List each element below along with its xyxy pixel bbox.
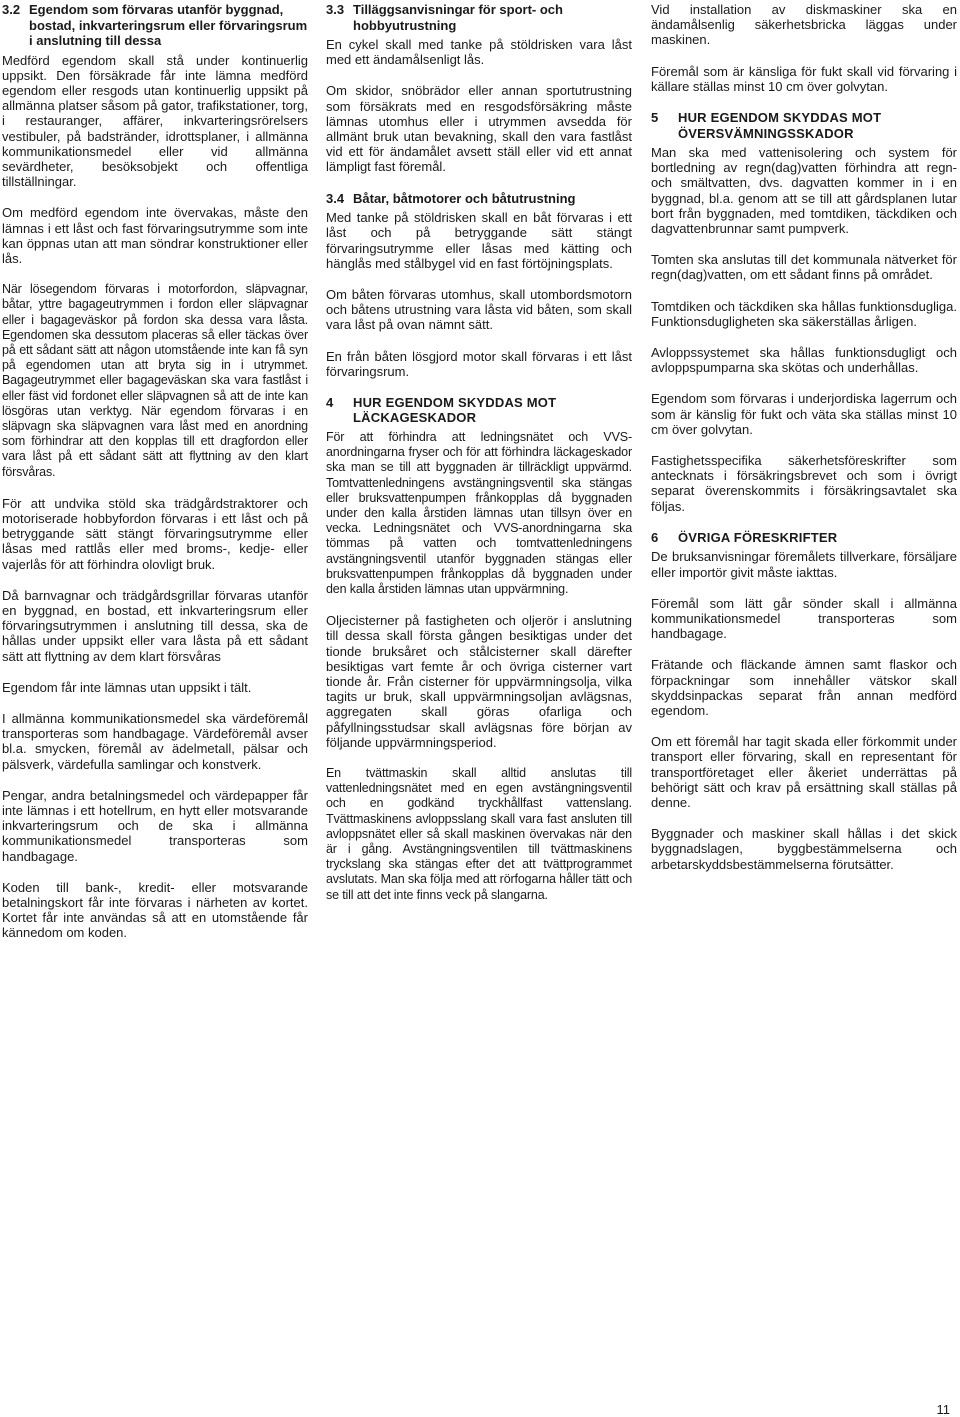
section-number: 5 xyxy=(651,110,659,126)
paragraph: Oljecisterner på fastigheten och oljerör i anslutning till dessa skall första gången besiktigas under det tionde bruksåret och stålcisterner skall därefter besiktigas vart femte år och övriga cisterner vart tionde år. Från cisterner för uppvärmningsolja, vilka tagits ur bruk, skall uppvärmningsoljan avlägsnas, aggregaten skall göras ofarliga och påfyllningsstudsar skall avlägsnas före början av följande uppvärmningsperiod. xyxy=(326,613,632,750)
paragraph: Om medförd egendom inte övervakas, måste den lämnas i ett låst och fast förvaringsutrymme som inte kan öppnas utan att man söndrar konstruktioner eller lås. xyxy=(2,205,308,266)
section-3-4-heading xyxy=(326,191,632,207)
paragraph: Fastighetsspecifika säkerhetsföreskrifter som antecknats i försäkringsbrevet och som i övrigt separat överenskommits i försäkringsavtalet ska följas. xyxy=(651,453,957,514)
paragraph: I allmänna kommunikationsmedel ska värdeföremål transporteras som handbagage. Värdeföremål avser bl.a. smycken, föremål av ädelmetall, pälsar och pälsverk, värdefulla samlingar och konstverk. xyxy=(2,711,308,772)
paragraph: En cykel skall med tanke på stöldrisken vara låst med ett ändamålsenligt lås. xyxy=(326,37,632,68)
section-number: 4 xyxy=(326,394,334,410)
section-number: 3.3 xyxy=(326,2,345,17)
paragraph: Då barnvagnar och trädgårdsgrillar förvaras utanför en byggnad, en bostad, ett inkvarteringsrum eller förvaringsutrymmen i anslutning till dessa, ska de hållas under uppsikt eller vara låsta på ett sådant sätt att flyttning av dem klart försvåras xyxy=(2,587,308,664)
section-5-heading xyxy=(651,110,957,141)
column-2 xyxy=(326,2,632,919)
paragraph: För att förhindra att ledningsnätet och VVS-anordningarna fryser och för att förhindra läckageskador ska man se till att byggnaden är tillräckligt uppvärmd. Tomtvattenledningens avstängningsventil ska stängas eller bruksvattenpumpen frånkopplas då byggnaden under den kalla årstiden lämnas utan tillsyn över en vecka. Ledningsnätet och VVS-anordningarna ska tömmas på vatten och tomtvattenledningens avstängningsventil utanför byggnaden stängas eller bruksvattenpumpen frånkopplas då byggnaden under den kalla årstiden lämnas utan uppvärmning. xyxy=(326,429,632,596)
page-number: 11 xyxy=(936,1402,950,1417)
section-title: HUR EGENDOM SKYDDAS MOT LÄCKAGESKADOR xyxy=(353,394,557,426)
paragraph: Med tanke på stöldrisken skall en båt förvaras i ett låst och på betryggande sätt stängt förvaringsutrymme eller låsas med kätting och hänglås med stålbygel vid en fast förtöjningsplats. xyxy=(326,210,632,271)
section-title: ÖVRIGA FÖRESKRIFTER xyxy=(678,529,838,545)
paragraph: Egendom får inte lämnas utan uppsikt i tält. xyxy=(2,679,252,695)
paragraph: Man ska med vattenisolering och system för bortledning av regn(dag)vatten förhindra att regn- och smältvatten, dvs. dagvatten kommer in i en byggnad, bl.a. genom att se till att gårdsplanen lutar bort från byggnaden, med tomtdiken, täckdiken och dagvattenbrunnar samt pumpverk. xyxy=(651,145,957,237)
paragraph: När lösegendom förvaras i motorfordon, släpvagnar, båtar, yttre bagageutrymmen i fordon eller släpvagnar eller i bagageväskor på fordon ska dessa vara låsta. Egendomen ska dessutom placeras så eller täckas över på ett sådant sätt att någon utomstående inte kan få syn på egendomen utan att bryta sig in i utrymmet. Bagageutrymmet eller bagageväskan ska vara fastlåst i eller fäst vid fordonet eller släpvagnen så att de inte kan lösgöras utan verktyg. När egendom förvaras i en släpvagn ska släpvagnen vara låst med en anordning som förhindrar att den kopplas till ett dragfordon eller vara låst på ett sådant sätt att flyttning av den klart försvåras. xyxy=(2,282,308,479)
paragraph: De bruksanvisningar föremålets tillverkare, försäljare eller importör givit måste iakttas. xyxy=(651,549,957,580)
column-3 xyxy=(651,2,957,888)
paragraph: Egendom som förvaras i underjordiska lagerrum och som är känslig för fukt och väta ska ställas minst 10 cm över golvytan. xyxy=(651,391,957,437)
paragraph: Föremål som är känsliga för fukt skall vid förvaring i källare ställas minst 10 cm över golvytan. xyxy=(651,63,957,94)
section-number: 6 xyxy=(651,529,659,545)
paragraph: Koden till bank-, kredit- eller motsvarande betalningskort får inte förvaras i närheten av kortet. Kortet får inte användas så att en utomstående får kännedom om koden. xyxy=(2,879,308,941)
paragraph: Avloppssystemet ska hållas funktionsdugligt och avloppspumparna ska skötas och underhållas. xyxy=(651,345,957,376)
paragraph: Frätande och fläckande ämnen samt flaskor och förpackningar som innehåller vätskor skall skyddsinpackas separat från annan medförd egendom. xyxy=(651,657,957,718)
section-6-heading xyxy=(651,530,957,546)
column-1 xyxy=(2,2,308,957)
section-title: Egendom som förvaras utanför byggnad, bostad, inkvarteringsrum eller förvaringsrum i anslutning till dessa xyxy=(29,2,308,48)
paragraph: Byggnader och maskiner skall hållas i det skick byggnadslagen, byggbestämmelserna och arbetarskyddsbestämmelserna förutsätter. xyxy=(651,826,957,872)
paragraph: En tvättmaskin skall alltid anslutas till vattenledningsnätet med en egen avstängningsventil och en godkänd tryckhållfast vattenslang. Tvättmaskinens avloppsslang skall vara fast ansluten till avloppsnätet eller så skall maskinen övervakas när den är i gång. Avstängningsventilen till tvättmaskinens tryckslang ska stängas efter det att tvättprogrammet avslutats. Man ska följa med att rörfogarna håller tätt och se till att det inte finns veck på slangarna. xyxy=(326,766,632,902)
paragraph: Tomten ska anslutas till det kommunala nätverket för regn(dag)vatten, om ett sådant finns på området. xyxy=(651,252,957,283)
section-title: Båtar, båtmotorer och båtutrustning xyxy=(353,190,576,206)
section-number: 3.4 xyxy=(326,190,345,206)
paragraph: Tomtdiken och täckdiken ska hållas funktionsdugliga. Funktionsdugligheten ska säkerställas årligen. xyxy=(651,298,957,329)
paragraph: Om skidor, snöbrädor eller annan sportutrustning som försäkrats med en resgodsförsäkring måste lämnas utomhus eller i utrymmen avsedda för allmänt bruk utan bevakning, skall den vara fastlåst vid ett för ändamålet avsett ställ eller vid ett annat lämpligt fast föremål. xyxy=(326,83,632,175)
section-number: 3.2 xyxy=(2,2,21,17)
paragraph: Om båten förvaras utomhus, skall utombordsmotorn och båtens utrustning vara låsta vid båten, som skall vara låst på ovan nämnt sätt. xyxy=(326,286,632,333)
section-4-heading xyxy=(326,395,632,426)
section-title: Tilläggsanvisningar för sport- och hobbyutrustning xyxy=(353,2,563,33)
section-3-3-heading xyxy=(326,2,632,33)
paragraph: En från båten lösgjord motor skall förvaras i ett låst förvaringsrum. xyxy=(326,348,632,379)
paragraph: Föremål som lätt går sönder skall i allmänna kommunikationsmedel transporteras som handbagage. xyxy=(651,595,957,642)
paragraph: Medförd egendom skall stå under kontinuerlig uppsikt. Den försäkrade får inte lämna medförd egendom eller resgods utan kontinuerlig uppsikt på allmänna platser såsom på gator, trafikstationer, torg, i restauranger, affärer, inkvarteringsrörelsers vestibuler, på badstränder, idrottsplaner, i allmänna kommunikationsmedel eller vid allmänna sevärdheter, besöksobjekt och offentliga tillställningar. xyxy=(2,52,308,190)
paragraph: Pengar, andra betalningsmedel och värdepapper får inte lämnas i ett hotellrum, en hytt eller motsvarande inkvarteringsrum och de ska i allmänna kommunikationsmedel transporteras som handbagage. xyxy=(2,787,308,864)
section-title: HUR EGENDOM SKYDDAS MOT ÖVERSVÄMNINGSSKADOR xyxy=(678,110,882,141)
section-3-2-heading xyxy=(2,2,308,49)
paragraph: Vid installation av diskmaskiner ska en ändamålsenlig säkerhetsbricka läggas under maskinen. xyxy=(651,2,957,48)
paragraph: För att undvika stöld ska trädgårdstraktorer och motoriserade hobbyfordon förvaras i ett låst och på betryggande sätt stängt förvaringsutrymme eller låsas med rattlås eller med broms-, kedje- eller vajerlås för att förhindra olovligt bruk. xyxy=(2,495,308,572)
paragraph: Om ett föremål har tagit skada eller förkommit under transport eller förvaring, skall en representant för transportföretaget eller åkeriet underrättas på behörigt sätt och krav på ersättning skall ställas på denne. xyxy=(651,734,957,811)
